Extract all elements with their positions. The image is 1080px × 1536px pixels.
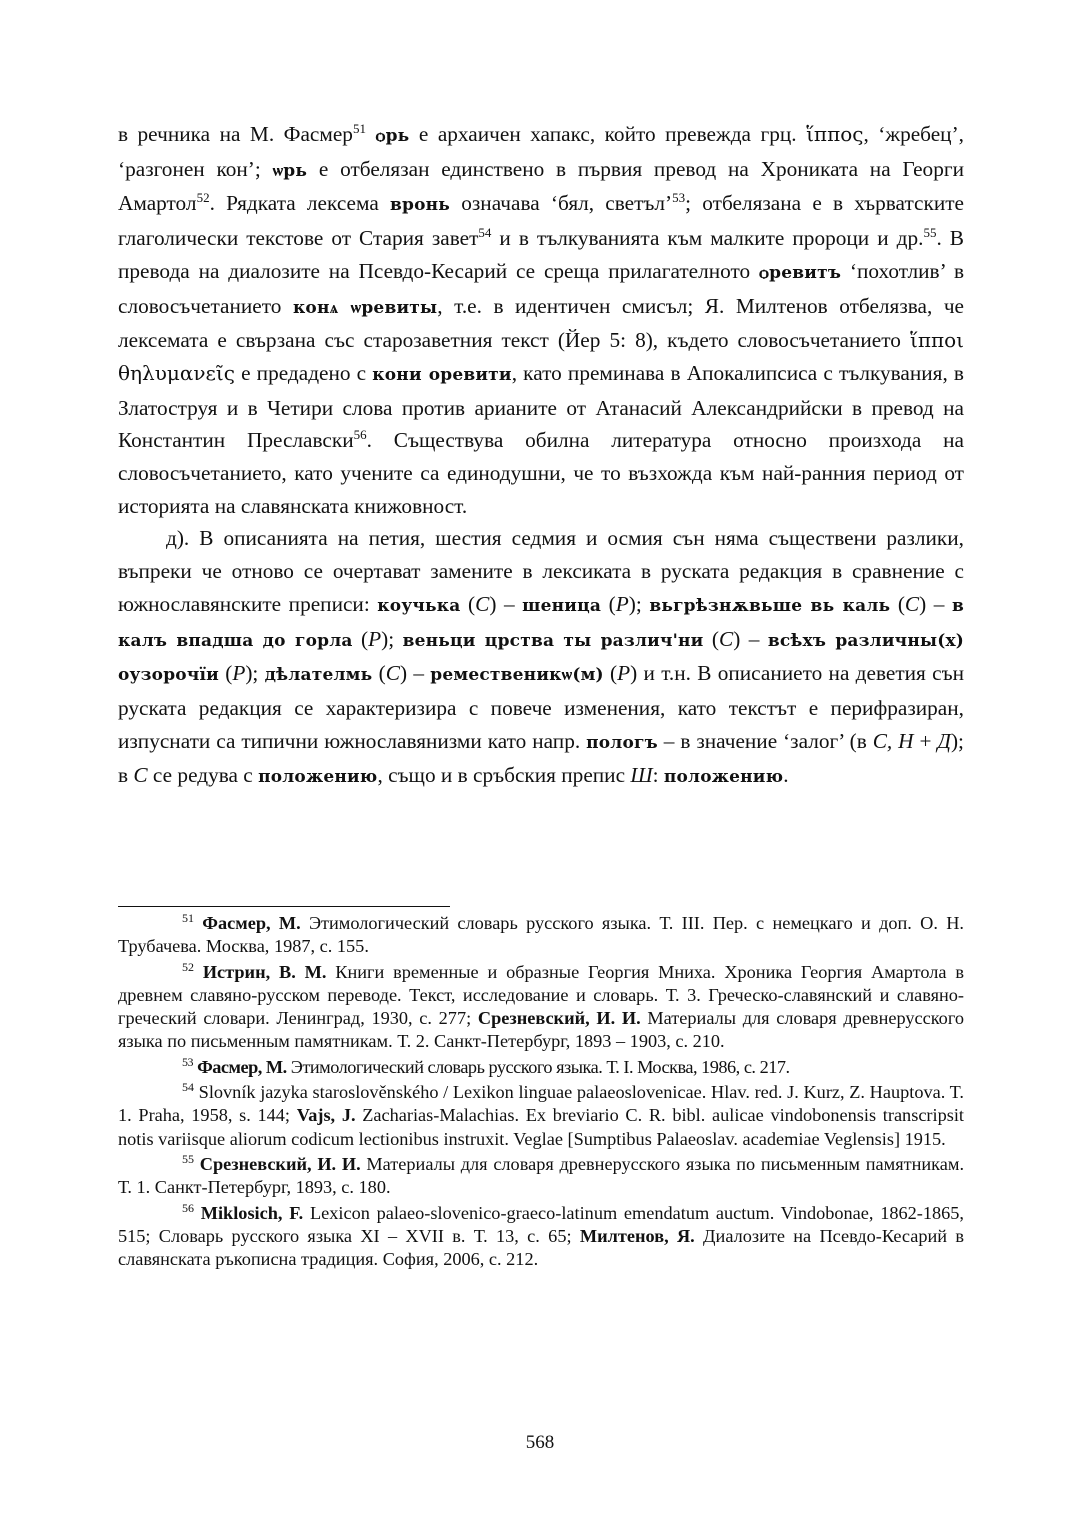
manuscript-siglum: Ш: [630, 763, 653, 788]
manuscript-siglum: С: [475, 591, 490, 616]
text: д). В описанията на петия, шестия седмия и осмия сън няма съществени разлики, въпреки че отново се очертават замените в лексиката в руската редакция в сравнение с южнославянските преписи:: [118, 526, 964, 616]
footnote-ref[interactable]: 55: [923, 225, 937, 241]
slavonic-word: ѻрь: [375, 126, 410, 146]
text: , т.е. в идентичен смисъл; Я. Милтенов отбелязва, че лексемата е свързана със старозаветния текст (Йер 5: 8), където словосъчетанието: [118, 293, 964, 353]
footnote-author: Истрин, В. М.: [202, 961, 327, 982]
footnote-ref[interactable]: 52: [196, 190, 210, 206]
slavonic-word: дѣлателмь: [264, 665, 373, 686]
footnote-separator: [118, 906, 450, 907]
paragraph-1: [118, 118, 964, 522]
manuscript-siglum: С, Н: [872, 728, 914, 753]
text: .: [783, 763, 789, 788]
greek-phrase: ἵπποι θηλυμανεῖς: [118, 328, 964, 385]
text: – в значение ‘залог’ (в: [657, 728, 873, 753]
footnote-text: Материалы для словаря древнерусского языка по письменным памятникам. Т. 1. Санкт-Петербург, 1893, с. 180.: [118, 1153, 965, 1198]
text: се редува с: [147, 763, 259, 788]
footnote-number: 51: [182, 911, 194, 925]
text: +: [913, 728, 938, 753]
manuscript-siglum: Р: [617, 661, 631, 686]
footnote-ref[interactable]: 51: [352, 121, 366, 136]
footnote-54: [118, 1081, 964, 1151]
text: ); в: [118, 728, 964, 788]
footnote-author: Срезневский, И. И.: [477, 1008, 641, 1029]
footnote-text: Zacharias-Malachias. Ex breviario C. R. bibl. aulicae vindobonensis transcripsit notis variisque aliorum codicum lectionibus instruxit. Veglae [Sumptibus Palaeoslav. academiae Veglensis] 1915.: [118, 1105, 965, 1149]
text: . Рядката лексема: [209, 191, 390, 216]
footnote-ref[interactable]: 56: [353, 427, 367, 443]
slavonic-word: в калъ впадша до горла: [118, 595, 964, 651]
footnote-text: Lexicon palaeo-slovenico-graeco-latinum emendatum auctum. Vindobonae, 1862-1865, 515; Словарь русского языка XI – XVII в. Т. 13, с. 65;: [118, 1202, 964, 1246]
footnote-53: [118, 1056, 964, 1079]
footnote-number: 54: [182, 1080, 194, 1095]
manuscript-siglum: С: [133, 763, 148, 788]
text: , като преминава в Апокалипсиса с тълкувания, в Златоструя и в Четири слова против арианите от Атанасий Александрийски в превод на Константин Преславски: [118, 360, 964, 453]
text: ‘похотлив’ в словосъчетанието: [118, 258, 965, 318]
slavonic-word: пологъ: [586, 732, 658, 753]
footnote-52: [118, 961, 964, 1054]
footnote-51: [118, 912, 964, 959]
footnote-text: Этимологический словарь русского языка. Т. I. Москва, 1986, с. 217.: [286, 1056, 790, 1077]
footnote-text: Диалозите на Псевдо-Кесарий в славянската ръкописна традиция. София, 2006, с. 212.: [118, 1225, 965, 1270]
slavonic-word: положению: [258, 767, 378, 788]
slavonic-word: положению: [663, 767, 784, 788]
manuscript-siglum: Д: [937, 728, 951, 753]
manuscript-siglum: С: [718, 626, 734, 651]
main-text: [118, 118, 964, 794]
text: и в тълкуванията към малките пророци и др.: [491, 226, 924, 251]
footnote-number: 52: [182, 959, 194, 974]
footnotes: [118, 912, 964, 1271]
text: , също и в сръбския препис: [377, 763, 631, 788]
manuscript-siglum: Р: [368, 626, 382, 651]
slavonic-word: ѡрь: [272, 160, 308, 181]
footnote-text: Книги временные и образные Георгия Мниха. Хроника Георгия Амартола в древнем славяно-русском переводе. Текст, исследование и словарь. Т. 3. Греческо-славянский и славяно-греческий словари. Ленинград, 1930, с. 277;: [118, 961, 965, 1029]
footnote-author: Фасмер, М.: [202, 913, 301, 933]
text: е предадено с: [234, 360, 373, 385]
slavonic-word: конѧ ѡревиты: [292, 297, 438, 318]
slavonic-word: коучька: [377, 595, 461, 616]
footnote-55: [118, 1153, 964, 1200]
slavonic-word: вьгрѣзнѫвьше вь каль: [649, 595, 891, 616]
manuscript-siglum: Р: [615, 591, 629, 616]
text: , ‘жребец’, ‘разгонен кон’;: [118, 122, 964, 181]
footnote-ref[interactable]: 53: [672, 190, 686, 206]
footnote-author: Miklosich, F.: [200, 1202, 304, 1223]
text: ; отбелязана е в хърватските глаголически текстове от Стария завет: [118, 191, 964, 251]
text: е архаичен хапакс, който превежда грц.: [409, 122, 807, 146]
slavonic-word: ремественикѡ(м): [430, 665, 604, 686]
footnote-ref[interactable]: 54: [478, 225, 492, 241]
footnote-number: 55: [182, 1151, 194, 1166]
text: в речника на М. Фасмер: [118, 122, 353, 146]
greek-word: ἵππος: [806, 122, 864, 146]
footnote-number: 53: [182, 1054, 193, 1069]
slavonic-word: кони оревити: [372, 364, 512, 385]
footnote-author: Срезневский, И. И.: [199, 1153, 361, 1174]
manuscript-siglum: С: [904, 591, 920, 616]
footnote-text: Этимологический словарь русского языка. Т. III. Пер. с немецкаго и доп. О. Н. Трубачева. Москва, 1987, с. 155.: [118, 913, 964, 957]
footnote-text: Материалы для словаря древнерусского языка по письменным памятникам. Т. 2. Санкт-Петербург, 1893 – 1903, с. 210.: [118, 1008, 965, 1052]
footnote-author: Фасмер, М.: [197, 1056, 287, 1077]
slavonic-word: ѻревитъ: [759, 262, 842, 283]
slavonic-word: всѣхъ различны(х) оузорочїи: [118, 630, 965, 686]
text: е отбелязан единствено в първия превод на Хрониката на Георги Амартол: [118, 156, 964, 216]
text: и т.н. В описанието на деветия сън руската редакция се характеризира с повече изменения, като текстът е перифразиран, изпуснати са типични южнославянизми като напр.: [118, 661, 964, 753]
footnote-author: Vajs, J.: [296, 1105, 356, 1126]
slavonic-word: шеница: [522, 595, 602, 616]
page-number: 568: [525, 1432, 555, 1453]
slavonic-word: вронь: [390, 195, 451, 216]
footnote-text: Slovník jazyka staroslověnského / Lexikon linguae palaeoslovenicae. Hlav. red. J. Kurz, Z. Hauptova. T. 1. Praha, 1958, s. 144;: [118, 1082, 964, 1126]
text: . Съществува обилна литература относно произхода на словосъчетанието, като учените са единодушни, че то възхожда към най-ранния период от историята на славянската книжовност.: [118, 428, 964, 518]
slavonic-word: веньци црства ты различ'ни: [402, 630, 704, 651]
footnote-author: Милтенов, Я.: [579, 1225, 695, 1246]
footnote-56: [118, 1202, 964, 1272]
text: означава ‘бял, светъл’: [450, 191, 673, 216]
text: . В превода на диалозите на Псевдо-Кесарий се среща прилагателното: [118, 226, 964, 283]
text: :: [652, 763, 664, 788]
footnote-number: 56: [182, 1200, 194, 1215]
manuscript-siglum: Р: [232, 661, 246, 686]
paragraph-2: д). В описанията на петия, шестия седмия и осмия сън няма съществени разлики, въпреки че отново се очертават замените в лексиката в руската редакция в сравнение с южнославянските преписи: коучька (С) – шеница (Р); вьгрѣзнѫвьше вь каль (С) – в калъ впадша до горла (Р); веньци црства ты различ'ни (С) – всѣхъ различны(х) оузорочїи (Р); дѣлателмь (С) – ремественикѡ(м) (Р) и т.н. В описанието на деветия сън руската редакция се характеризира с повече изменения, като текстът е перифразиран, изпуснати са типични южнославянизми като напр. пологъ – в значение ‘залог’ (в С, Н + Д); в С се редува с положению, също и в сръбския препис Ш: положению.: [118, 526, 965, 788]
manuscript-siglum: С: [385, 661, 400, 686]
